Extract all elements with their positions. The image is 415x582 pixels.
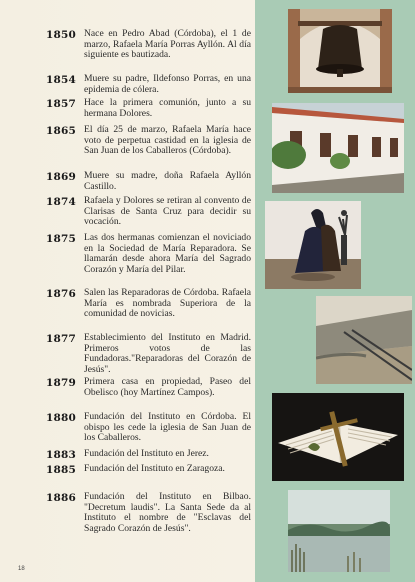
lake-photo bbox=[288, 490, 390, 572]
entry-year: 1886 bbox=[46, 492, 77, 504]
entry-text: Fundación del Instituto en Bilbao. "Decretum laudis". La Santa Sede da al Instituto el nombre de "Esclavas del Sagrado Corazón de Jesús". bbox=[84, 491, 251, 534]
entry-year: 1874 bbox=[46, 196, 77, 208]
entry-year: 1876 bbox=[46, 288, 77, 300]
entry-year: 1877 bbox=[46, 333, 77, 345]
entry-year: 1850 bbox=[46, 29, 77, 41]
entry-text: Rafaela y Dolores se retiran al convento de Clarisas de Santa Cruz para decidir su vocación. bbox=[84, 195, 251, 228]
statues-photo bbox=[265, 201, 361, 289]
entry-text: Fundación del Instituto en Jerez. bbox=[84, 448, 209, 459]
bell-photo bbox=[288, 9, 392, 93]
entry-year: 1880 bbox=[46, 412, 77, 424]
entry-year: 1885 bbox=[46, 464, 77, 476]
book-crucifix-photo bbox=[272, 393, 404, 481]
entry-text: Nace en Pedro Abad (Córdoba), el 1 de marzo, Rafaela María Porras Ayllón. Al día siguiente es bautizada. bbox=[84, 28, 251, 61]
entry-text: Muere su madre, doña Rafaela Ayllón Castillo. bbox=[84, 170, 251, 192]
entry-text: Las dos hermanas comienzan el noviciado en la Sociedad de María Reparadora. Se llamarán desde ahora María del Sagrado Corazón y María del Pilar. bbox=[84, 232, 251, 275]
entry-text: Primera casa en propiedad, Paseo del Obelisco (hoy Martínez Campos). bbox=[84, 376, 251, 398]
entry-year: 1854 bbox=[46, 74, 77, 86]
page-number: 18 bbox=[18, 566, 25, 572]
entry-year: 1869 bbox=[46, 171, 77, 183]
entry-year: 1865 bbox=[46, 125, 77, 137]
entry-text: Hace la primera comunión, junto a su hermana Dolores. bbox=[84, 97, 251, 119]
entry-text: Fundación del Instituto en Zaragoza. bbox=[84, 463, 225, 474]
entry-year: 1857 bbox=[46, 98, 77, 110]
entry-text: Fundación del Instituto en Córdoba. El obispo les cede la iglesia de San Juan de los Caballeros. bbox=[84, 411, 251, 444]
entry-text: El día 25 de marzo, Rafaela María hace voto de perpetua castidad en la iglesia de San Juan de los Caballeros (Córdoba). bbox=[84, 124, 251, 157]
entry-year: 1875 bbox=[46, 233, 77, 245]
entry-year: 1883 bbox=[46, 449, 77, 461]
entry-year: 1879 bbox=[46, 377, 77, 389]
entry-text: Muere su padre, Ildefonso Porras, en una epidemia de cólera. bbox=[84, 73, 251, 95]
railway-photo bbox=[316, 296, 412, 384]
building-photo bbox=[272, 103, 404, 193]
entry-text: Salen las Reparadoras de Córdoba. Rafaela María es nombrada Superiora de la comunidad de novicias. bbox=[84, 287, 251, 320]
entry-text: Establecimiento del Instituto en Madrid. Primeros votos de las Fundadoras."Reparadoras del Corazón de Jesús". bbox=[84, 332, 251, 375]
